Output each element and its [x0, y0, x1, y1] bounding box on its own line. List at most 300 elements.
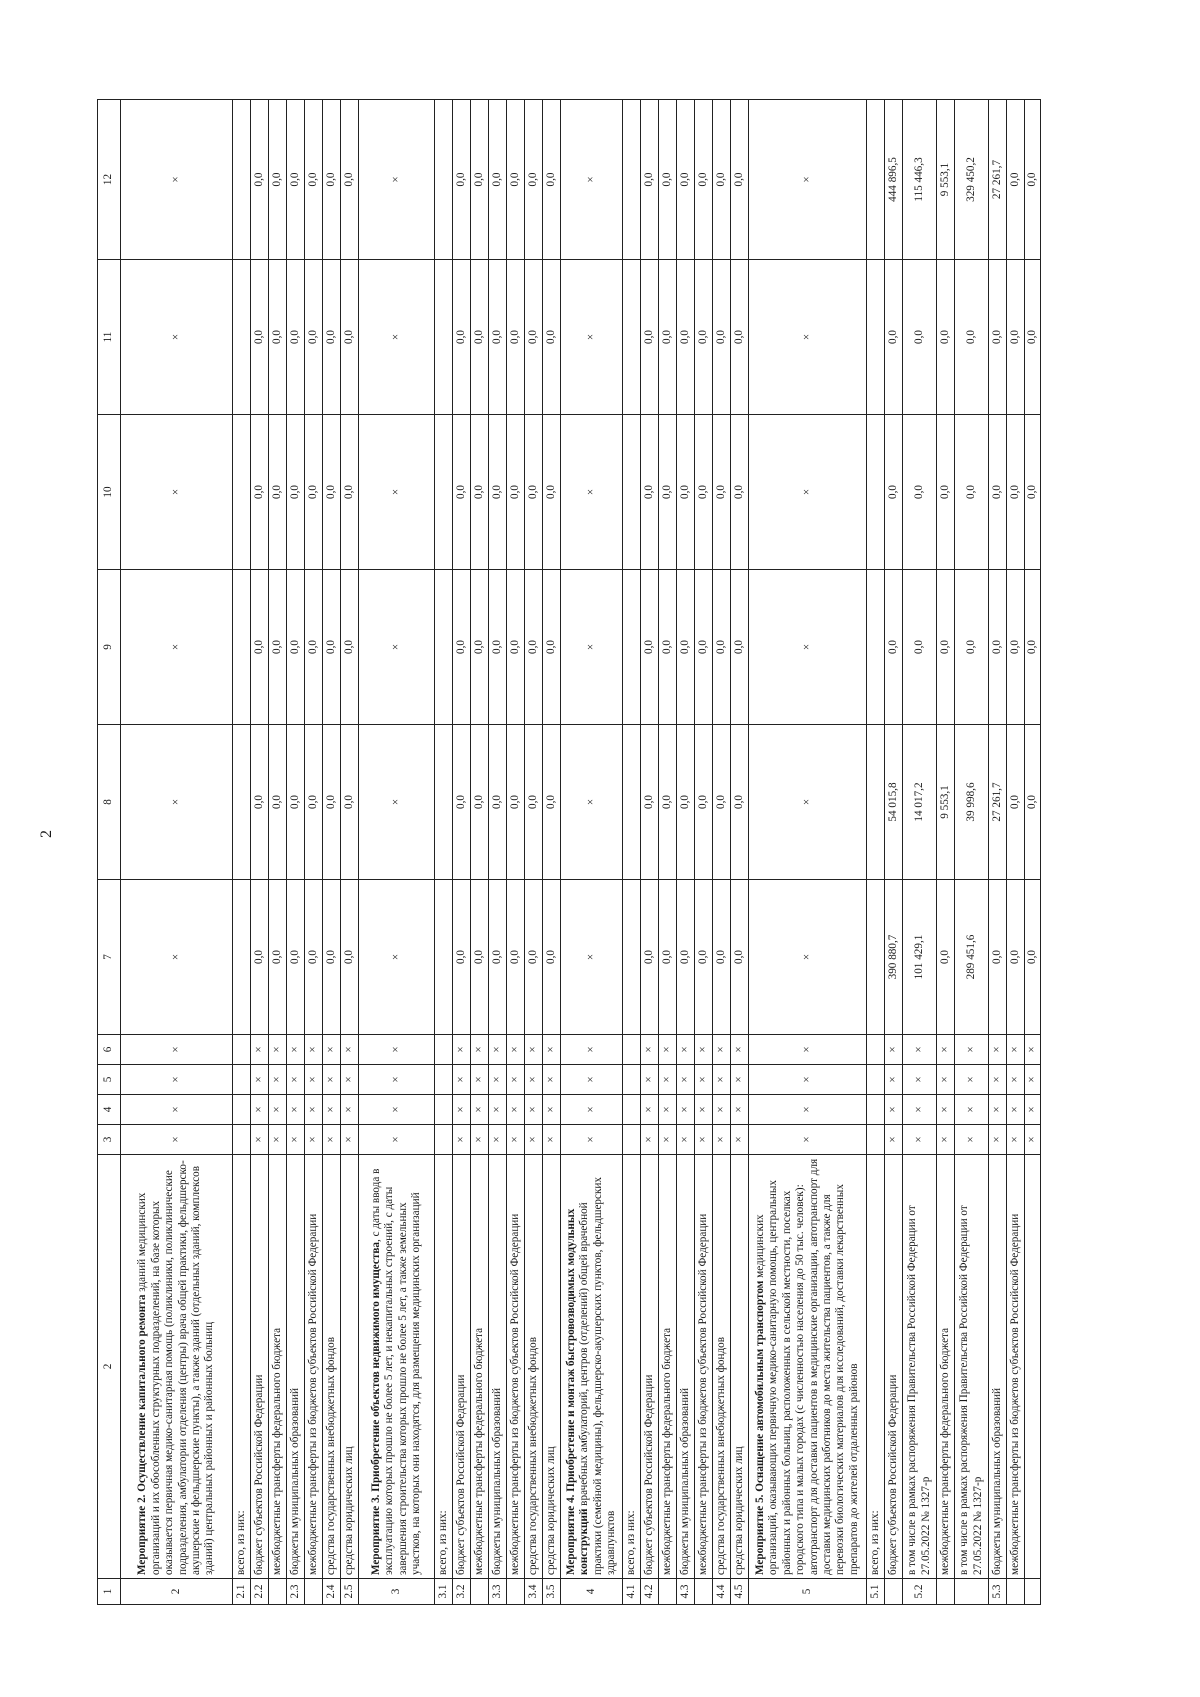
row-number: 5.3	[989, 1579, 1007, 1605]
table-cell: 0,0	[731, 725, 749, 880]
column-header-row	[98, 100, 121, 1605]
table-cell: ×	[507, 1035, 525, 1065]
table-cell	[867, 260, 885, 415]
row-label-text: в том числе в рамках распоряжения Правительства Российской Федерации от 27.05.2022 № 1327-р	[958, 1205, 984, 1575]
table-cell: ×	[641, 1095, 659, 1125]
table-cell: 0,0	[1007, 880, 1025, 1035]
row-number	[695, 1579, 713, 1605]
row-label-bold: Мероприятие 3. Приобретение объектов недвижимого имущества	[369, 1242, 382, 1575]
table-cell: ×	[305, 1065, 323, 1095]
table-cell: 0,0	[659, 415, 677, 570]
row-label	[453, 1155, 471, 1579]
table-row	[903, 100, 937, 1605]
table-cell: 0,0	[305, 880, 323, 1035]
row-label-text: средства государственных внебюджетных фондов	[714, 1336, 727, 1575]
row-label	[305, 1155, 323, 1579]
row-number	[1007, 1579, 1025, 1605]
row-label	[269, 1155, 287, 1579]
table-cell: ×	[561, 100, 623, 260]
table-cell: ×	[251, 1095, 269, 1125]
row-number	[305, 1579, 323, 1605]
table-cell: 0,0	[543, 100, 561, 260]
table-cell: 0,0	[525, 570, 543, 725]
table-cell: ×	[1007, 1125, 1025, 1155]
table-cell: 0,0	[471, 100, 489, 260]
row-label	[713, 1155, 731, 1579]
table-cell: 0,0	[525, 100, 543, 260]
table-cell	[867, 1035, 885, 1065]
table-cell: 0,0	[341, 725, 359, 880]
row-label-bold: Мероприятие 5. Оснащение автомобильным транспортом	[753, 1280, 766, 1575]
row-number	[269, 1579, 287, 1605]
table-cell: 0,0	[507, 260, 525, 415]
table-cell: 0,0	[269, 880, 287, 1035]
row-label-text: межбюджетные трансферты из бюджетов субъектов Российской Федерации	[696, 1213, 709, 1575]
row-number: 3.5	[543, 1579, 561, 1605]
table-cell: 0,0	[489, 100, 507, 260]
table-cell: 0,0	[731, 415, 749, 570]
table-cell	[623, 260, 641, 415]
table-cell: 0,0	[453, 260, 471, 415]
table-cell: ×	[269, 1035, 287, 1065]
table-cell	[233, 100, 251, 260]
row-number	[955, 1579, 989, 1605]
table-cell: 0,0	[305, 570, 323, 725]
column-header: 12	[98, 100, 121, 260]
table-cell: 0,0	[489, 570, 507, 725]
table-cell: 27 261,7	[989, 725, 1007, 880]
table-cell: 0,0	[489, 260, 507, 415]
row-label-text: межбюджетные трансферты федерального бюджета	[660, 1327, 673, 1575]
table-cell: ×	[561, 1065, 623, 1095]
table-cell: ×	[525, 1065, 543, 1095]
table-cell: 390 880,7	[885, 880, 903, 1035]
table-cell: ×	[287, 1065, 305, 1095]
table-cell: ×	[659, 1095, 677, 1125]
table-cell: 0,0	[641, 570, 659, 725]
table-cell: 0,0	[323, 725, 341, 880]
table-cell: ×	[507, 1095, 525, 1125]
table-cell: ×	[359, 570, 435, 725]
table-cell: 0,0	[507, 880, 525, 1035]
table-cell: 0,0	[937, 880, 955, 1035]
table-cell: 0,0	[989, 880, 1007, 1035]
table-cell: 329 450,2	[955, 100, 989, 260]
table-cell: 0,0	[525, 415, 543, 570]
table-cell: 0,0	[323, 570, 341, 725]
table-cell: ×	[713, 1095, 731, 1125]
table-cell	[867, 1065, 885, 1095]
table-cell: ×	[525, 1125, 543, 1155]
table-cell	[233, 415, 251, 570]
table-cell: ×	[955, 1095, 989, 1125]
row-number: 3.1	[435, 1579, 453, 1605]
table-cell: 0,0	[641, 260, 659, 415]
table-cell: ×	[121, 415, 233, 570]
table-cell: ×	[359, 100, 435, 260]
table-cell: ×	[641, 1035, 659, 1065]
table-cell: 0,0	[641, 100, 659, 260]
row-label	[885, 1155, 903, 1579]
table-row	[731, 100, 749, 1605]
table-cell	[435, 570, 453, 725]
table-cell: ×	[453, 1035, 471, 1065]
column-header: 7	[98, 880, 121, 1035]
row-number	[885, 1579, 903, 1605]
table-cell: ×	[121, 1095, 233, 1125]
table-cell: ×	[989, 1065, 1007, 1095]
table-cell: ×	[677, 1065, 695, 1095]
table-cell: 0,0	[305, 100, 323, 260]
table-cell: 0,0	[543, 415, 561, 570]
table-cell: ×	[561, 1095, 623, 1125]
row-number: 3.4	[525, 1579, 543, 1605]
row-label-text: средства юридических лиц	[544, 1446, 557, 1575]
table-cell	[867, 1095, 885, 1125]
table-cell: 0,0	[989, 570, 1007, 725]
table-cell: ×	[287, 1095, 305, 1125]
row-label-text: всего, из них:	[624, 1510, 637, 1575]
table-cell: 101 429,1	[903, 880, 937, 1035]
table-cell: 54 015,8	[885, 725, 903, 880]
table-cell: ×	[695, 1035, 713, 1065]
table-cell: ×	[695, 1125, 713, 1155]
table-row	[323, 100, 341, 1605]
table-cell	[233, 880, 251, 1035]
table-cell: ×	[903, 1125, 937, 1155]
table-cell: ×	[251, 1065, 269, 1095]
row-label	[507, 1155, 525, 1579]
table-cell: ×	[359, 1035, 435, 1065]
row-label-text: бюджеты муниципальных образований	[678, 1387, 691, 1575]
table-cell: ×	[543, 1125, 561, 1155]
row-number: 4	[561, 1579, 623, 1605]
table-cell: 0,0	[885, 570, 903, 725]
table-row	[561, 100, 623, 1605]
table-cell: 0,0	[1025, 415, 1041, 570]
table-cell: 0,0	[543, 725, 561, 880]
table-cell: ×	[489, 1125, 507, 1155]
table-row	[507, 100, 525, 1605]
table-cell: 0,0	[269, 260, 287, 415]
table-cell: ×	[731, 1125, 749, 1155]
row-label	[955, 1155, 989, 1579]
table-row	[749, 100, 867, 1605]
row-number	[507, 1579, 525, 1605]
table-cell: ×	[713, 1125, 731, 1155]
table-cell: 0,0	[287, 880, 305, 1035]
table-cell: 0,0	[731, 570, 749, 725]
table-row	[121, 100, 233, 1605]
row-label-text: всего, из них:	[436, 1510, 449, 1575]
row-label-text: бюджет субъектов Российской Федерации	[252, 1374, 265, 1575]
row-label-text: средства юридических лиц	[732, 1446, 745, 1575]
table-cell: ×	[749, 880, 867, 1035]
table-cell	[233, 1065, 251, 1095]
table-cell: 0,0	[731, 100, 749, 260]
table-cell: ×	[937, 1035, 955, 1065]
table-cell: ×	[903, 1065, 937, 1095]
table-cell: 0,0	[471, 260, 489, 415]
table-cell: ×	[305, 1125, 323, 1155]
table-cell: ×	[453, 1095, 471, 1125]
table-cell: 0,0	[677, 100, 695, 260]
table-cell: 0,0	[885, 260, 903, 415]
table-cell: 0,0	[251, 260, 269, 415]
table-cell: 0,0	[323, 415, 341, 570]
row-label	[489, 1155, 507, 1579]
table-cell: ×	[885, 1035, 903, 1065]
row-number: 2.2	[251, 1579, 269, 1605]
row-number: 2.4	[323, 1579, 341, 1605]
table-cell: 0,0	[471, 725, 489, 880]
table-cell: ×	[471, 1125, 489, 1155]
table-cell: 0,0	[471, 415, 489, 570]
table-row	[251, 100, 269, 1605]
table-cell: ×	[885, 1095, 903, 1125]
table-cell: 0,0	[1007, 570, 1025, 725]
table-cell: ×	[287, 1125, 305, 1155]
table-cell	[435, 1035, 453, 1065]
row-label	[359, 1155, 435, 1579]
table-cell	[233, 725, 251, 880]
table-cell	[233, 260, 251, 415]
table-cell: 289 451,6	[955, 880, 989, 1035]
column-header: 4	[98, 1095, 121, 1125]
table-cell: ×	[749, 415, 867, 570]
table-cell: ×	[359, 1065, 435, 1095]
table-cell: 0,0	[287, 100, 305, 260]
table-cell: ×	[561, 415, 623, 570]
table-row	[713, 100, 731, 1605]
table-cell: ×	[251, 1035, 269, 1065]
table-cell: ×	[525, 1095, 543, 1125]
row-label-text: средства юридических лиц	[342, 1446, 355, 1575]
row-label	[471, 1155, 489, 1579]
table-cell: ×	[121, 880, 233, 1035]
table-cell: 0,0	[641, 880, 659, 1035]
table-cell: 0,0	[641, 725, 659, 880]
table-row	[641, 100, 659, 1605]
table-cell: ×	[507, 1125, 525, 1155]
table-cell: 0,0	[287, 725, 305, 880]
table-cell: ×	[695, 1065, 713, 1095]
table-cell: 0,0	[659, 260, 677, 415]
table-cell: ×	[937, 1125, 955, 1155]
table-cell	[623, 1035, 641, 1065]
table-cell: 0,0	[341, 100, 359, 260]
table-cell	[233, 570, 251, 725]
table-row	[623, 100, 641, 1605]
row-label-text: межбюджетные трансферты из бюджетов субъектов Российской Федерации	[508, 1213, 521, 1575]
row-label	[287, 1155, 305, 1579]
table-cell	[435, 1065, 453, 1095]
table-cell: 0,0	[453, 100, 471, 260]
table-cell: 0,0	[1025, 100, 1041, 260]
row-label	[251, 1155, 269, 1579]
row-number: 3.2	[453, 1579, 471, 1605]
table-row	[269, 100, 287, 1605]
table-cell: ×	[677, 1095, 695, 1125]
table-cell: 0,0	[955, 415, 989, 570]
column-header: 3	[98, 1125, 121, 1155]
table-cell: 0,0	[713, 260, 731, 415]
table-cell: ×	[453, 1065, 471, 1095]
table-cell: ×	[323, 1035, 341, 1065]
table-cell: 0,0	[543, 570, 561, 725]
table-cell: 0,0	[525, 725, 543, 880]
row-number: 4.4	[713, 1579, 731, 1605]
table-cell	[623, 100, 641, 260]
table-cell	[623, 725, 641, 880]
table-cell	[867, 880, 885, 1035]
table-cell: 0,0	[507, 725, 525, 880]
table-cell: ×	[287, 1035, 305, 1065]
table-cell: 0,0	[305, 260, 323, 415]
table-cell: ×	[1025, 1125, 1041, 1155]
table-cell: 0,0	[507, 570, 525, 725]
row-label-bold: Мероприятие 4. Приобретение и монтаж быстровозводимых модульных конструкций	[564, 1208, 591, 1575]
table-cell	[435, 100, 453, 260]
table-cell: 0,0	[1007, 415, 1025, 570]
table-cell: ×	[561, 725, 623, 880]
table-cell: ×	[749, 570, 867, 725]
table-cell: 444 896,5	[885, 100, 903, 260]
table-cell: ×	[121, 260, 233, 415]
table-cell: 9 553,1	[937, 100, 955, 260]
table-row	[287, 100, 305, 1605]
table-cell: 0,0	[269, 100, 287, 260]
table-cell: ×	[561, 1035, 623, 1065]
table-cell: ×	[359, 1095, 435, 1125]
table-cell: ×	[305, 1035, 323, 1065]
table-cell: ×	[543, 1095, 561, 1125]
column-header: 8	[98, 725, 121, 880]
table-cell: 0,0	[341, 415, 359, 570]
table-cell: ×	[489, 1035, 507, 1065]
table-cell	[867, 725, 885, 880]
table-row	[305, 100, 323, 1605]
column-header: 9	[98, 570, 121, 725]
table-cell: ×	[1007, 1095, 1025, 1125]
table-cell: 0,0	[251, 880, 269, 1035]
table-cell: 0,0	[713, 725, 731, 880]
table-cell: ×	[121, 100, 233, 260]
table-cell: 0,0	[903, 260, 937, 415]
row-label	[989, 1155, 1007, 1579]
table-cell: ×	[677, 1035, 695, 1065]
table-row	[659, 100, 677, 1605]
table-cell: 0,0	[341, 880, 359, 1035]
table-cell: ×	[359, 725, 435, 880]
table-cell: ×	[749, 1095, 867, 1125]
table-cell: 0,0	[695, 415, 713, 570]
row-label-text: бюджет субъектов Российской Федерации	[642, 1374, 655, 1575]
table-cell: ×	[341, 1125, 359, 1155]
row-label	[659, 1155, 677, 1579]
table-cell: ×	[903, 1035, 937, 1065]
table-cell: 0,0	[471, 880, 489, 1035]
table-cell: 0,0	[251, 100, 269, 260]
table-cell	[233, 1095, 251, 1125]
table-row	[695, 100, 713, 1605]
table-cell: 0,0	[525, 880, 543, 1035]
row-label	[677, 1155, 695, 1579]
table-cell: 0,0	[955, 260, 989, 415]
row-label-text: врачебных амбулаторий, центров (отделений) общей врачебной практики (семейной медицины), фельдшерско-акушерских пунктов, фельдшерских здравпунктов	[578, 1176, 617, 1575]
row-number: 3.3	[489, 1579, 507, 1605]
table-cell: ×	[359, 1125, 435, 1155]
table-cell: 0,0	[305, 725, 323, 880]
table-cell: ×	[471, 1035, 489, 1065]
table-row	[341, 100, 359, 1605]
table-cell: ×	[989, 1125, 1007, 1155]
table-cell: 0,0	[641, 415, 659, 570]
table-row	[471, 100, 489, 1605]
table-cell: ×	[341, 1035, 359, 1065]
row-label-text: бюджеты муниципальных образований	[490, 1387, 503, 1575]
row-label	[435, 1155, 453, 1579]
table-cell: 39 998,6	[955, 725, 989, 880]
table-row	[1025, 100, 1041, 1605]
table-cell: 0,0	[659, 725, 677, 880]
row-label	[749, 1155, 867, 1579]
row-label-text: зданий медицинских организаций и их обособленных структурных подразделений, на базе которых оказывается первичная медико-санитарная помощь (поликлиники, поликлинические подразделения, амбулатории отделения (центры) врача общей практики, фельдшерско-акушерские и фельдшерские пункты), а также зданий (отдельных зданий, комплексов зданий) центральных районных и районных больниц	[136, 1160, 216, 1575]
table-cell: 0,0	[731, 260, 749, 415]
table-cell: ×	[1025, 1065, 1041, 1095]
column-header: 1	[98, 1579, 121, 1605]
table-cell: 0,0	[713, 100, 731, 260]
row-number	[471, 1579, 489, 1605]
table-cell: ×	[121, 725, 233, 880]
table-cell: ×	[507, 1065, 525, 1095]
table-cell: ×	[561, 260, 623, 415]
row-label-text: бюджеты муниципальных образований	[288, 1387, 301, 1575]
table-cell: 0,0	[713, 570, 731, 725]
table-cell: 0,0	[525, 260, 543, 415]
table-cell: 0,0	[287, 415, 305, 570]
table-cell: 0,0	[1025, 880, 1041, 1035]
table-cell: ×	[1007, 1035, 1025, 1065]
row-label	[341, 1155, 359, 1579]
row-number: 5.2	[903, 1579, 937, 1605]
table-cell: 9 553,1	[937, 725, 955, 880]
table-cell: 0,0	[269, 415, 287, 570]
table-cell: ×	[121, 1065, 233, 1095]
row-number: 3	[359, 1579, 435, 1605]
row-label-text: межбюджетные трансферты федерального бюджета	[270, 1327, 283, 1575]
table-cell: 0,0	[659, 570, 677, 725]
row-label-text: бюджет субъектов Российской Федерации	[454, 1374, 467, 1575]
table-row	[1007, 100, 1025, 1605]
table-cell: 0,0	[903, 415, 937, 570]
table-cell: ×	[731, 1095, 749, 1125]
row-label-text: медицинских организаций, оказывающих первичную медико-санитарную помощь, центральных районных и районных больниц, расположенных в сельской местности, поселках городского типа и малых городах (с численностью населения до 50 тыс. человек): автотранспорт для доставки пациентов в медицинские организации, автотранспорт для доставки медицинских работников до места жительства пациентов, а также для перевозки биологических материалов для исследований, доставки лекарственных препаратов до жителей отдаленных районов	[753, 1158, 860, 1575]
table-cell: ×	[677, 1125, 695, 1155]
row-label	[1025, 1155, 1041, 1579]
row-number: 4.1	[623, 1579, 641, 1605]
table-cell: ×	[341, 1065, 359, 1095]
row-label-text: всего, из них:	[868, 1510, 881, 1575]
row-number	[1025, 1579, 1041, 1605]
table-cell: 0,0	[507, 100, 525, 260]
row-label-text: межбюджетные трансферты федерального бюджета	[472, 1327, 485, 1575]
table-cell: ×	[955, 1125, 989, 1155]
table-cell: 0,0	[677, 725, 695, 880]
table-cell: ×	[659, 1035, 677, 1065]
table-cell: ×	[659, 1065, 677, 1095]
column-header: 10	[98, 415, 121, 570]
